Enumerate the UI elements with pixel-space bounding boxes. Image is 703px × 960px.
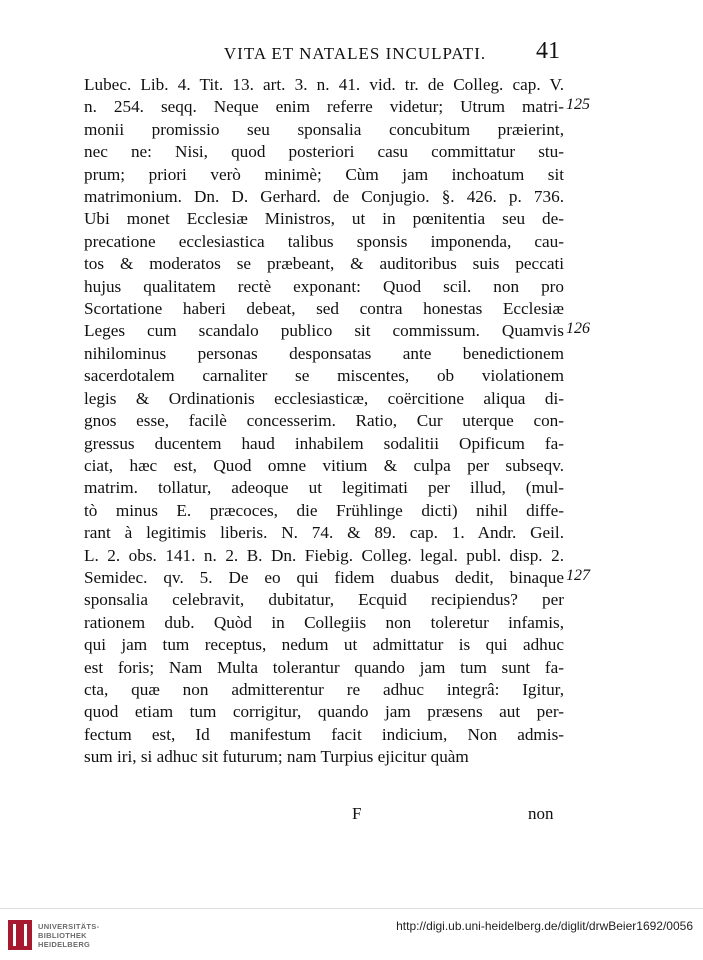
text-line: Leges cum scandalo publico sit commissum. Quamvis [84, 321, 564, 341]
library-logo[interactable] [8, 915, 168, 955]
text-line: cta, quæ non admitterentur re adhuc integrâ: Igitur, [84, 679, 564, 699]
text-line: sum iri, si adhuc sit futurum; nam Turpius ejicitur quàm [84, 747, 469, 767]
text-line: qui jam tum receptus, nedum ut admittatur is qui adhuc [84, 635, 564, 655]
text-line: Semidec. qv. 5. De eo qui fidem duabus dedit, binaque [84, 567, 564, 587]
text-line: Scortatione haberi debeat, sed contra honestas Ecclesiæ [84, 299, 564, 319]
text-line: gnos esse, facilè concesserim. Ratio, Cur uterque con- [84, 411, 564, 431]
signature-mark: F [352, 804, 362, 823]
source-url[interactable]: http://digi.ub.uni-heidelberg.de/diglit/drwBeier1692/0056 [396, 919, 693, 933]
margin-number: 127 [566, 566, 590, 584]
margin-number: 125 [566, 96, 590, 114]
text-line: quod etiam tum corrigitur, quando jam præsens aut per- [84, 702, 564, 722]
body-text [84, 74, 564, 769]
logo-line: UNIVERSITÄTS- [38, 921, 100, 931]
library-logo-icon [8, 920, 32, 950]
text-line: n. 254. seqq. Neque enim referre videtur; Utrum matri- [84, 97, 564, 117]
text-line: monii promissio seu sponsalia concubitum præierint, [84, 119, 564, 139]
text-line: matrimonium. Dn. D. Gerhard. de Conjugio. §. 426. p. 736. [84, 187, 564, 207]
library-logo-text [38, 922, 99, 949]
text-line: nihilominus personas desponsatas ante benedictionem [84, 343, 564, 363]
text-line: prum; priori verò minimè; Cùm jam inchoatum sit [84, 164, 564, 184]
text-line: ciat, hæc est, Quod omne vitium & culpa per subseqv. [84, 455, 564, 475]
text-line: Lubec. Lib. 4. Tit. 13. art. 3. n. 41. vid. tr. de Colleg. cap. V. [84, 75, 564, 94]
running-title: VITA ET NATALES INCULPATI. [223, 44, 487, 63]
logo-line: BIBLIOTHEK [38, 930, 87, 940]
text-line: nec ne: Nisi, quod posteriori casu committatur stu- [84, 142, 564, 162]
page-number: 41 [536, 38, 560, 64]
text-line: rationem dub. Quòd in Collegiis non toleretur infamis, [84, 612, 564, 632]
text-line: rant à legitimis liberis. N. 74. & 89. cap. 1. Andr. Geil. [84, 523, 564, 543]
text-line: fectum est, Id manifestum facit indicium, Non admis- [84, 724, 564, 744]
text-line: tò minus E. præcoces, die Frühlinge dicti) nihil diffe- [84, 500, 564, 520]
logo-line: HEIDELBERG [38, 939, 91, 949]
text-line: tos & moderatos se præbeant, & auditoribus suis peccati [84, 254, 564, 274]
text-line: Ubi monet Ecclesiæ Ministros, ut in pœnitentia seu de- [84, 209, 564, 229]
catchword: non [528, 804, 554, 823]
text-line: matrim. tollatur, adeoque ut legitimati per illud, (mul- [84, 478, 564, 498]
text-line: legis & Ordinationis ecclesiasticæ, coërcitione aliqua di- [84, 388, 564, 408]
text-line: est foris; Nam Multa tolerantur quando jam tum sunt fa- [84, 657, 564, 677]
text-line: precatione ecclesiastica talibus sponsis imponenda, cau- [84, 231, 564, 251]
text-line: hujus qualitatem rectè exponant: Quod scil. non pro [84, 276, 564, 296]
text-line: gressus ducentem haud inhabilem sodalitii Opificum fa- [84, 433, 564, 453]
text-line: sponsalia celebravit, dubitatur, Ecquid recipiendus? per [84, 590, 564, 610]
text-line: sacerdotalem carnaliter se miscentes, ob violationem [84, 366, 564, 386]
margin-number: 126 [566, 320, 590, 338]
library-footer [0, 908, 703, 960]
text-line: L. 2. obs. 141. n. 2. B. Dn. Fiebig. Colleg. legal. publ. disp. 2. [84, 545, 564, 565]
